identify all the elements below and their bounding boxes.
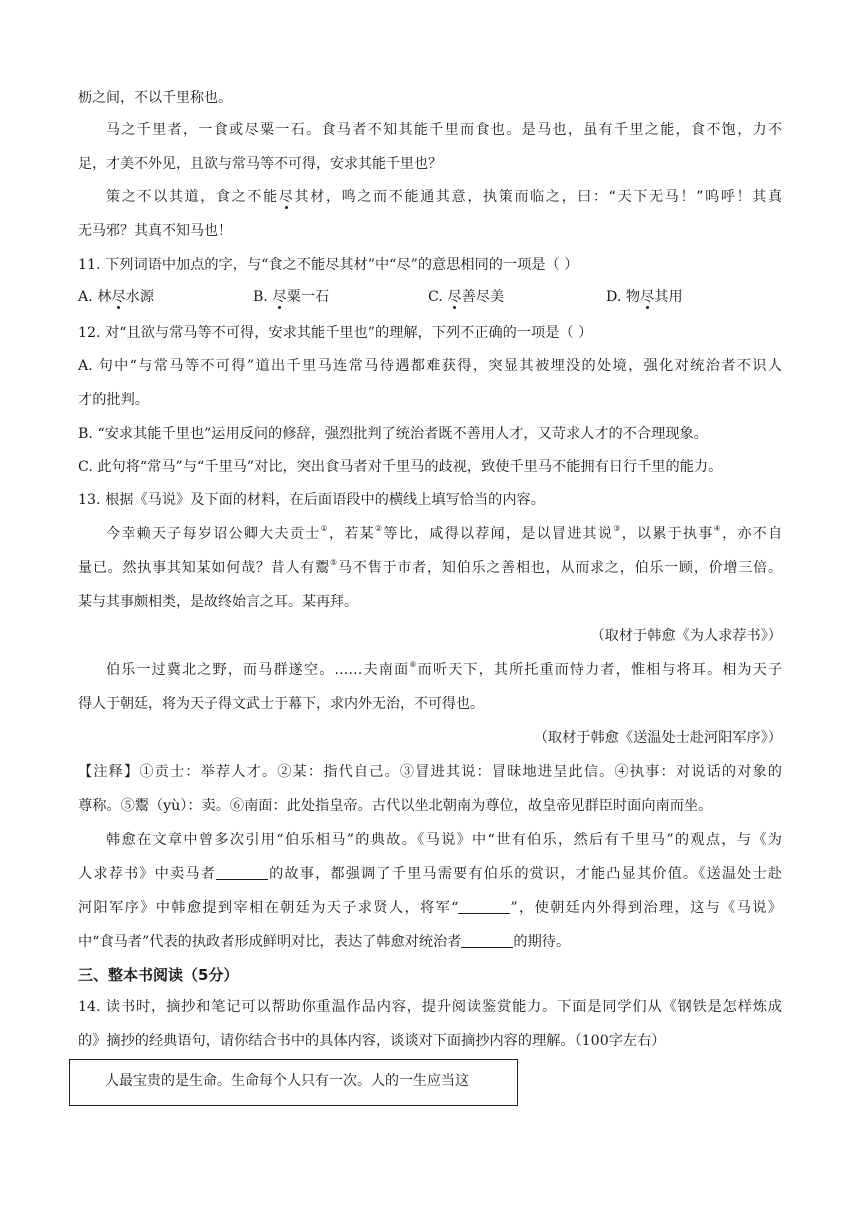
text-span: ，亦不自 — [722, 526, 783, 542]
question-12-stem: 12. 对“且欲与常马等不可得，安求其能千里也”的理解，下列不正确的一项是（ ） — [78, 325, 593, 341]
passage-line: 足，才美不外见，且欲与常马等不可得，安求其能千里也？ — [78, 156, 442, 172]
dotted-char: 尽 — [111, 289, 126, 305]
passage-line — [78, 187, 782, 207]
notes-line: 尊称。⑤鬻（yù）：卖。⑥南面：此处指皇帝。古代以坐北朝南为尊位，故皇帝见群臣时面向南而坐。 — [78, 798, 713, 814]
footnote-mark: ⑤ — [330, 558, 339, 567]
question-14-stem: 的》摘抄的经典语句，请你结合书中的具体内容，谈谈对下面摘抄内容的理解。（100字左右） — [78, 1033, 666, 1049]
material-2-source: （取材于韩愈《送温处士赴河阳军序》） — [533, 730, 782, 746]
material-1-source: （取材于韩愈《为人求荐书》） — [590, 628, 782, 644]
dotted-char: 尽 — [640, 289, 655, 305]
text-span: 的故事，都强调了千里马需要有伯乐的赏识，才能凸显其价值。《送温处士赴 — [267, 866, 782, 882]
text-span: 人求荐书》中卖马者 — [78, 866, 216, 882]
quote-box — [69, 1059, 518, 1106]
section-heading: 三、整本书阅读（5分） — [78, 966, 239, 984]
material-1-line — [78, 524, 782, 544]
footnote-mark: ④ — [713, 524, 723, 533]
text-span: ，若某 — [328, 526, 375, 542]
option-text: A. 林 — [78, 289, 112, 305]
option-text: 善尽美 — [461, 289, 505, 305]
material-1-line — [78, 558, 782, 578]
passage-line: 马之千里者，一食或尽粟一石。食马者不知其能千里而食也。是马也，虽有千里之能，食不饱，力不 — [106, 122, 782, 138]
text-span: 河阳军序》中韩愈提到宰相在朝廷为天子求贤人，将军“ — [78, 900, 459, 916]
dotted-char: 尽 — [278, 189, 295, 205]
text-span: 量已。然执事其知某如何哉？昔人有鬻 — [78, 560, 331, 576]
dotted-char: 尽 — [447, 289, 462, 305]
fill-paragraph-line — [78, 932, 782, 952]
question-12-option-a-cont: 才的批判。 — [78, 392, 149, 408]
option-text: 粟一石 — [286, 289, 330, 305]
answer-blank[interactable] — [216, 865, 268, 880]
fill-paragraph-line — [78, 864, 782, 884]
text-span: 中“食马者”代表的执政者形成鲜明对比，表达了韩愈对统治者 — [78, 934, 462, 950]
footnote-mark: ① — [320, 524, 329, 533]
text-span: 策之不以其道，食之不能 — [106, 189, 279, 205]
text-span: 伯乐一过冀北之野，而马群遂空。……夫南面 — [106, 662, 410, 678]
question-13-stem: 13. 根据《马说》及下面的材料，在后面语段中的横线上填写恰当的内容。 — [78, 492, 545, 508]
answer-blank[interactable] — [458, 899, 510, 914]
option-a — [78, 287, 154, 307]
text-span: 的期待。 — [513, 934, 571, 950]
text-span: ，以累于执事 — [621, 526, 714, 542]
passage-line: 枥之间，不以千里称也。 — [78, 90, 232, 106]
text-span: 其材，鸣之而不能通其意，执策而临之，曰：“天下无马！”呜呼！其真 — [294, 189, 783, 205]
option-d — [606, 287, 683, 307]
text-span: 今幸赖天子每岁诏公卿大夫贡士 — [106, 526, 321, 542]
text-span: 马不售于市者，知伯乐之善相也，从而求之，伯乐一顾，价增三倍。 — [338, 560, 783, 576]
option-text: D. 物 — [606, 289, 641, 305]
answer-blank[interactable] — [461, 933, 513, 948]
option-text: 其用 — [654, 289, 683, 305]
text-span: 而听天下，其所托重而恃力者，惟相与将耳。相为天子 — [417, 662, 783, 678]
question-12-option-b: B. “安求其能千里也”运用反问的修辞，强烈批判了统治者既不善用人才，又苛求人才的不合理现象。 — [78, 426, 708, 442]
material-1-line: 某与其事颇相类，是故终始言之耳。某再拜。 — [78, 594, 358, 610]
question-12-option-a: A. 句中“与常马等不可得”道出千里马连常马待遇都难获得，突显其被埋没的处境，强化对统治者不识人 — [78, 358, 782, 374]
option-text: B. — [253, 289, 273, 305]
option-c — [428, 287, 504, 307]
option-b — [253, 287, 329, 307]
footnote-mark: ③ — [613, 524, 622, 533]
dotted-char: 尽 — [272, 289, 287, 305]
footnote-mark: ② — [374, 524, 384, 533]
quote-text: 人最宝贵的是生命。生命每个人只有一次。人的一生应当这 — [105, 1073, 469, 1089]
question-14-stem: 14. 读书时，摘抄和笔记可以帮助你重温作品内容，提升阅读鉴赏能力。下面是同学们从《钢铁是怎样炼成 — [78, 999, 782, 1015]
material-2-line — [78, 660, 782, 680]
text-span: 等比，咸得以荐闻，是以冒进其说 — [383, 526, 614, 542]
fill-paragraph-line — [78, 898, 782, 918]
option-text: 水源 — [125, 289, 155, 305]
option-text: C. — [428, 289, 448, 305]
material-2-line: 得人于朝廷，将为天子得文武士于幕下，求内外无治，不可得也。 — [78, 696, 484, 712]
question-11-stem: 11. 下列词语中加点的字，与“食之不能尽其材”中“尽”的意思相同的一项是（ ） — [78, 257, 579, 273]
notes-line: 【注释】①贡士：举荐人才。②某：指代自己。③冒进其说：冒昧地进呈此信。④执事：对说话的对象的 — [78, 764, 782, 780]
fill-paragraph-line: 韩愈在文章中曾多次引用“伯乐相马”的典故。《马说》中“世有伯乐，然后有千里马”的观点，与《为 — [106, 832, 782, 848]
footnote-mark: ⑥ — [409, 660, 418, 669]
question-12-option-c: C. 此句将“常马”与“千里马”对比，突出食马者对千里马的歧视，致使千里马不能拥有日行千里的能力。 — [78, 459, 723, 475]
passage-line: 无马邪？其真不知马也！ — [78, 223, 232, 239]
text-span: ”，使朝廷内外得到治理，这与《马说》 — [510, 900, 782, 916]
